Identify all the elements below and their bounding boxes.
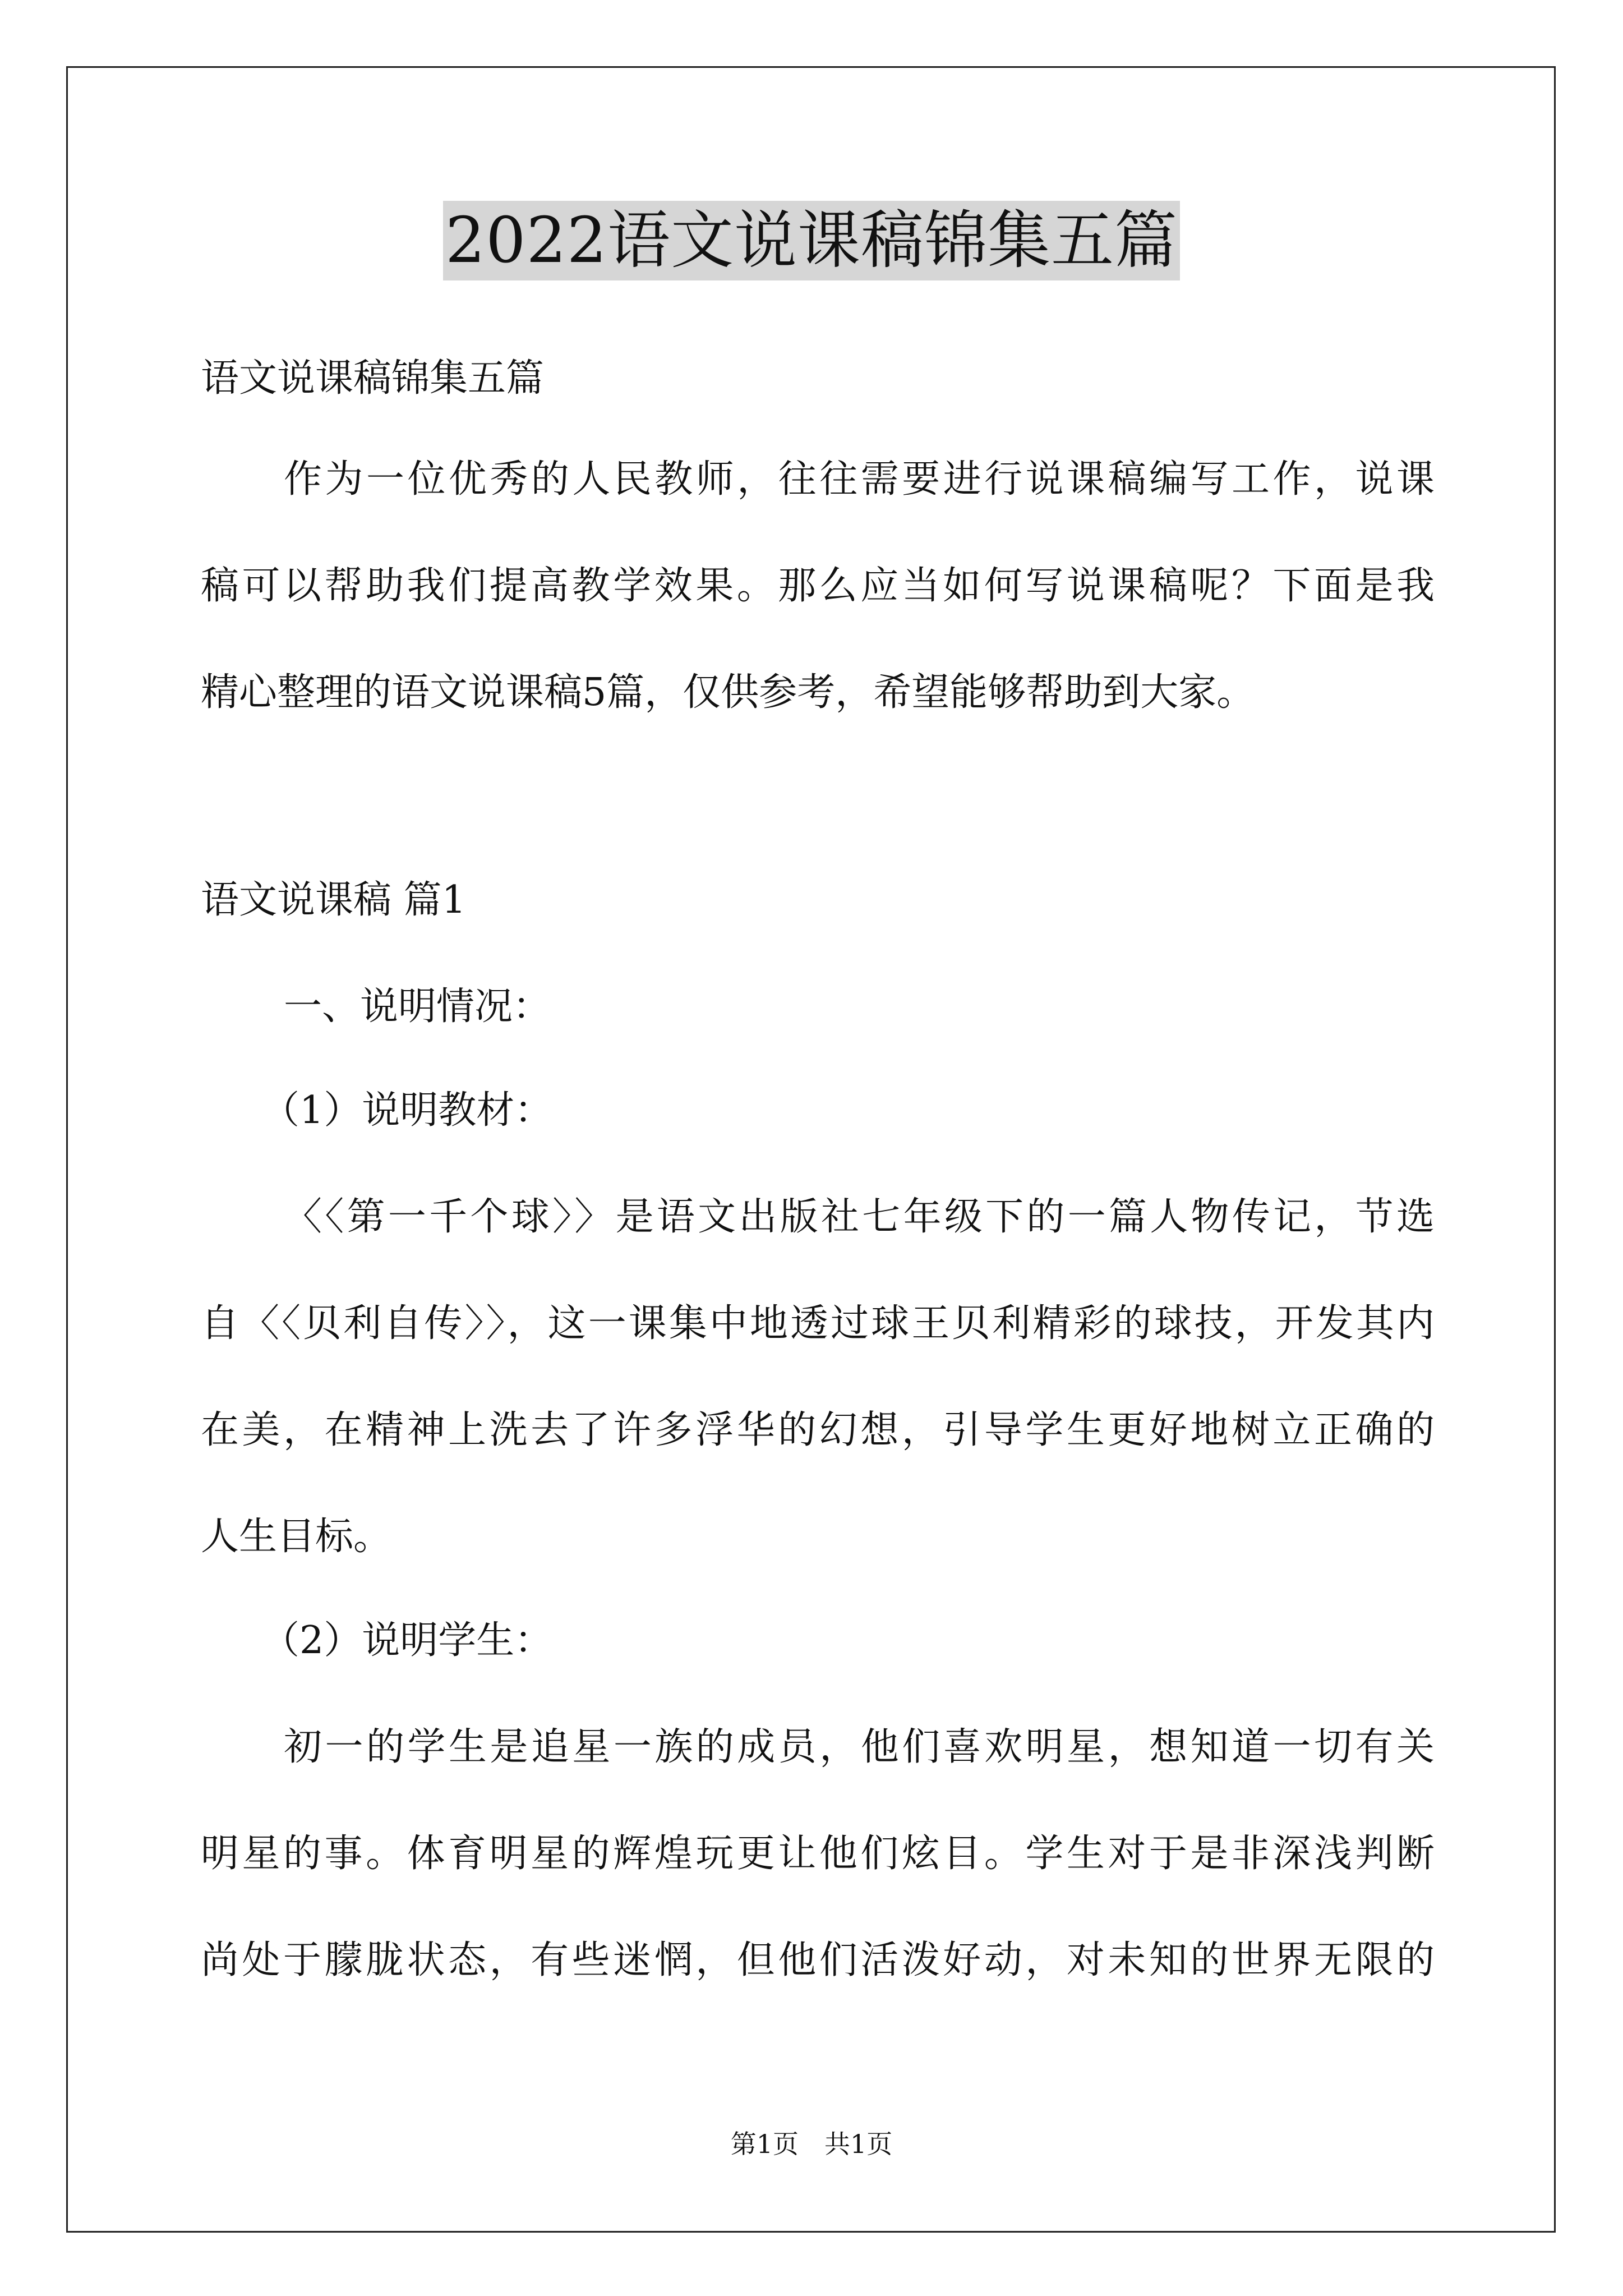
intro-line: 稿可以帮助我们提高教学效果。那么应当如何写说课稿呢？下面是我 <box>201 564 1435 608</box>
paragraph-line: 〈〈第一千个球〉〉是语文出版社七年级下的一篇人物传记，节选 <box>284 1195 1435 1239</box>
intro-line: 精心整理的语文说课稿5篇，仅供参考，希望能够帮助到大家。 <box>201 670 1255 715</box>
document-title: 2022语文说课稿锦集五篇 <box>443 201 1180 280</box>
paragraph-line: 人生目标。 <box>201 1515 392 1559</box>
section-heading: 语文说课稿 篇1 <box>201 878 466 922</box>
paragraph-line: 尚处于朦胧状态，有些迷惘，但他们活泼好动，对未知的世界无限的 <box>201 1938 1435 1982</box>
subtitle: 语文说课稿锦集五篇 <box>201 356 545 401</box>
paragraph-line: 自〈〈贝利自传〉〉，这一课集中地透过球王贝利精彩的球技，开发其内 <box>201 1301 1435 1346</box>
paragraph-line: 初一的学生是追星一族的成员，他们喜欢明星，想知道一切有关 <box>284 1725 1435 1769</box>
heading-level-2: （1）说明教材： <box>261 1088 553 1133</box>
paragraph-line: 明星的事。体育明星的辉煌玩更让他们炫目。学生对于是非深浅判断 <box>201 1832 1435 1876</box>
title-container <box>0 201 1623 280</box>
paragraph-line: 在美，在精神上洗去了许多浮华的幻想，引导学生更好地树立正确的 <box>201 1408 1435 1452</box>
intro-line: 作为一位优秀的人民教师，往往需要进行说课稿编写工作，说课 <box>284 457 1435 501</box>
page-footer: 第1页 共1页 <box>730 2129 893 2159</box>
heading-level-2: （2）说明学生： <box>261 1618 553 1663</box>
heading-level-1: 一、说明情况： <box>284 984 551 1029</box>
